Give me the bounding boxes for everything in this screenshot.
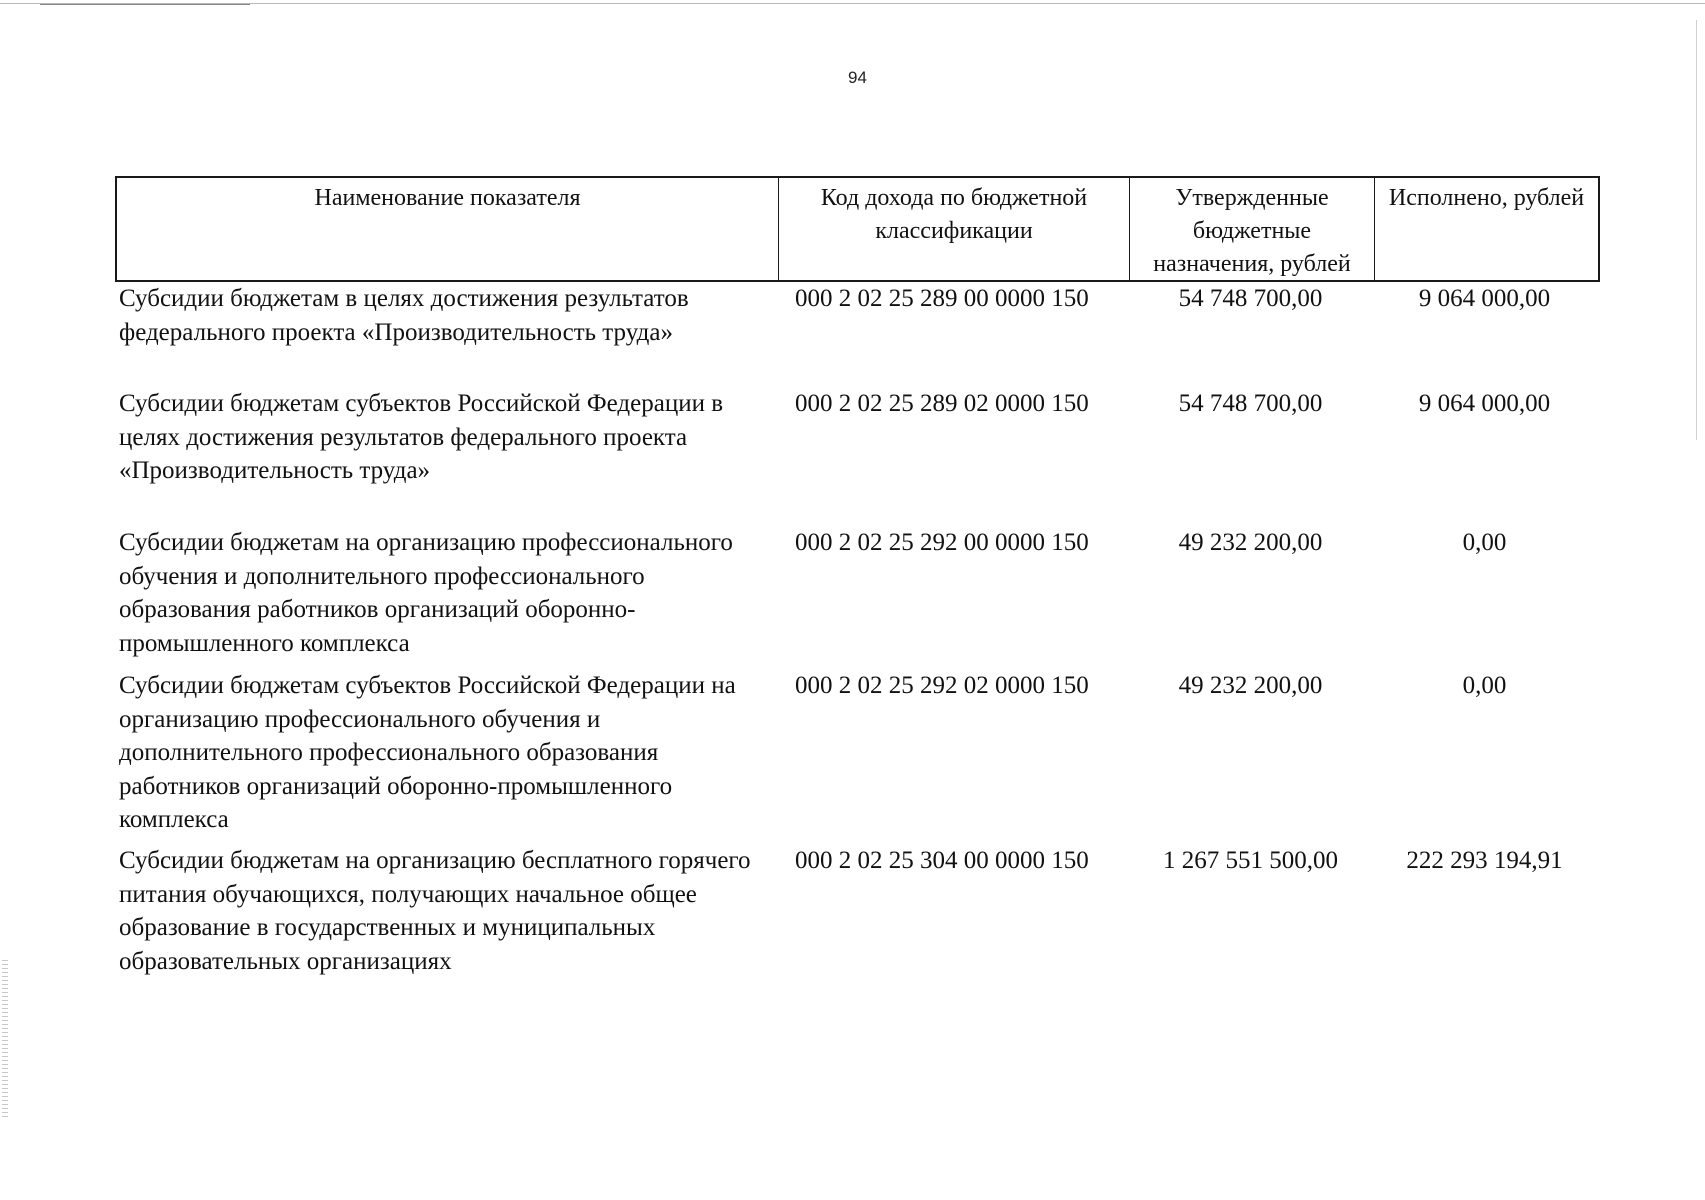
row-executed: 0,00 — [1462, 672, 1507, 699]
row-approved: 54 748 700,00 — [1178, 285, 1323, 312]
row-name: Субсидии бюджетам в целях достижения результатов федерального проекта «Производительность труда» — [119, 285, 689, 346]
table-row — [115, 282, 1600, 387]
row-approved: 49 232 200,00 — [1178, 529, 1323, 556]
table-row — [115, 669, 1600, 844]
header-name: Наименование показателя — [117, 178, 779, 280]
row-executed: 0,00 — [1462, 529, 1507, 556]
table-header — [115, 176, 1600, 282]
row-name: Субсидии бюджетам на организацию бесплатного горячего питания обучающихся, получающих начальное общее образование в государственных и муниципальных образовательных организациях — [119, 847, 751, 975]
row-code: 000 2 02 25 289 00 0000 150 — [795, 285, 1089, 312]
row-name: Субсидии бюджетам на организацию профессионального обучения и дополнительного профессионального образования работников организаций оборонно-промышленного комплекса — [119, 529, 733, 657]
row-executed: 9 064 000,00 — [1418, 285, 1551, 312]
row-executed: 222 293 194,91 — [1406, 847, 1563, 874]
row-approved: 1 267 551 500,00 — [1163, 847, 1338, 874]
header-code: Код дохода по бюджетной классификации — [779, 178, 1130, 280]
table-row — [115, 526, 1600, 669]
scan-edge-top — [0, 3, 1705, 4]
table-body — [115, 282, 1600, 984]
header-approved: Утвержденные бюджетные назначения, рублей — [1130, 178, 1375, 280]
revenue-table — [115, 176, 1600, 984]
row-code: 000 2 02 25 304 00 0000 150 — [795, 847, 1089, 874]
table-row — [115, 387, 1600, 526]
row-code: 000 2 02 25 289 02 0000 150 — [795, 390, 1089, 417]
page-number: 94 — [848, 68, 867, 87]
scan-edge-top-segment — [40, 4, 250, 5]
table-row — [115, 844, 1600, 984]
scan-speckle — [2, 960, 8, 1120]
header-executed: Исполнено, рублей — [1388, 185, 1585, 211]
row-approved: 54 748 700,00 — [1178, 390, 1323, 417]
row-executed: 9 064 000,00 — [1418, 390, 1551, 417]
row-name: Субсидии бюджетам субъектов Российской Федерации на организацию профессионального обучения и дополнительного профессионального образования работников организаций оборонно-промышленного комплекса — [119, 672, 736, 833]
row-name: Субсидии бюджетам субъектов Российской Федерации в целях достижения результатов федерального проекта «Производительность труда» — [119, 390, 724, 484]
row-approved: 49 232 200,00 — [1178, 672, 1323, 699]
row-code: 000 2 02 25 292 02 0000 150 — [795, 672, 1089, 699]
row-code: 000 2 02 25 292 00 0000 150 — [795, 529, 1089, 556]
